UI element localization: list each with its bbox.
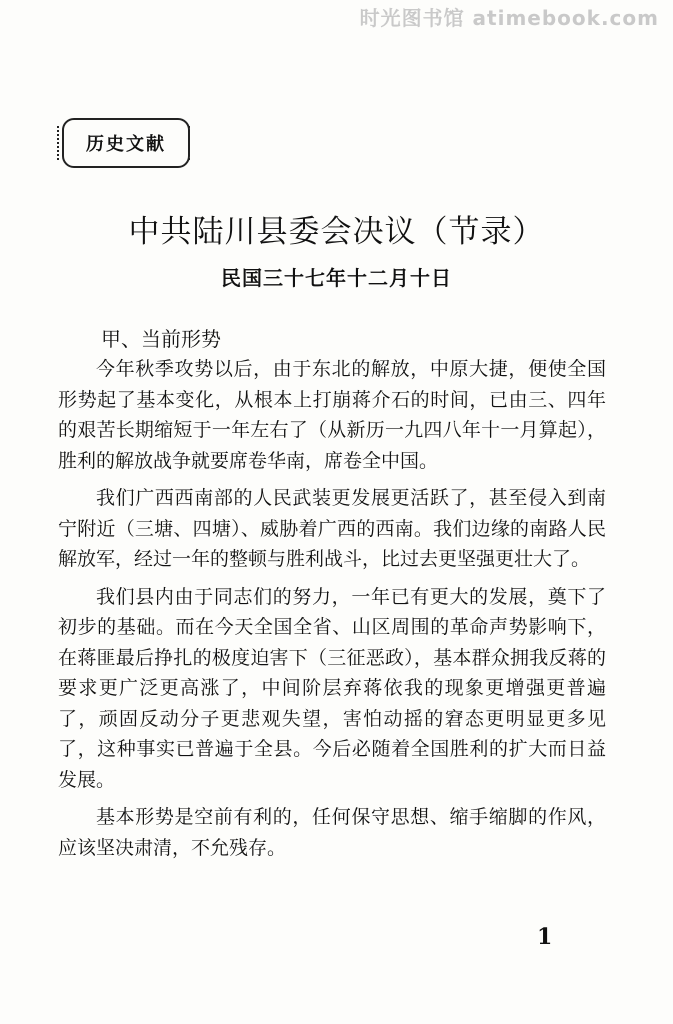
section-heading: 甲、当前形势 — [101, 327, 221, 351]
paragraph-1: 今年秋季攻势以后，由于东北的解放，中原大捷，便使全国形势起了基本变化，从根本上打崩蒋介石的时间，已由三、四年的艰苦长期缩短于一年左右了（从新历一九四八年十一月算起），胜利的解放战争就要席卷华南，席卷全中国。 — [58, 358, 606, 472]
watermark: 时光图书馆 atimebook.com — [359, 6, 659, 30]
paragraph-4: 基本形势是空前有利的，任何保守思想、缩手缩脚的作风，应该坚决肃清，不允残存。 — [58, 806, 606, 859]
document-title: 中共陆川县委会决议（节录） — [128, 214, 545, 250]
page-number: 1 — [537, 924, 553, 950]
body-text — [58, 354, 606, 870]
paragraph-3: 我们县内由于同志们的努力，一年已有更大的发展，奠下了初步的基础。而在今天全国全省、山区周围的革命声势影响下，在蒋匪最后挣扎的极度迫害下（三征恶政），基本群众拥我反蒋的要求更广泛更高涨了，中间阶层弃蒋依我的现象更增强更普遍了，顽固反动分子更悲观失望，害怕动摇的窘态更明显更多见了，这种事实已普遍于全县。今后必随着全国胜利的扩大而日益发展。 — [58, 585, 606, 791]
paragraph-2: 我们广西西南部的人民武装更发展更活跃了，甚至侵入到南宁附近（三塘、四塘）、威胁着广西的西南。我们边缘的南路人民解放军，经过一年的整顿与胜利战斗，比过去更坚强更壮大了。 — [58, 487, 606, 570]
document-date: 民国三十七年十二月十日 — [221, 266, 452, 290]
section-stamp: 历史文献 — [62, 118, 190, 168]
